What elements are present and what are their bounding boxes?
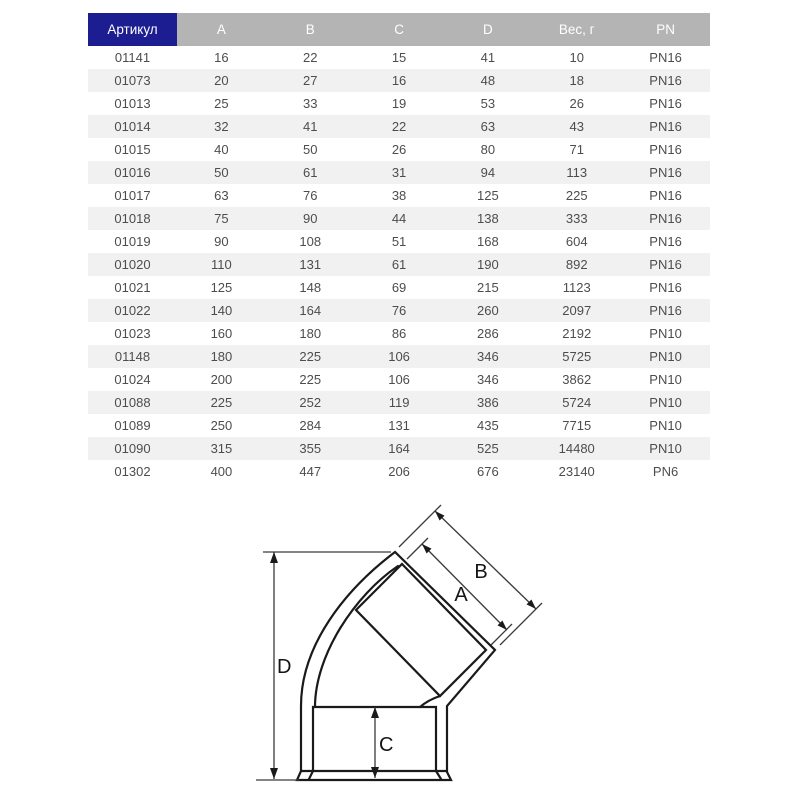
table-row xyxy=(88,391,710,414)
table-cell: PN10 xyxy=(649,441,682,456)
table-cell: 131 xyxy=(299,257,322,272)
table-cell: 53 xyxy=(480,96,496,111)
arrow-d-down xyxy=(270,768,278,779)
table-row xyxy=(88,437,710,460)
table-cell: PN10 xyxy=(649,395,682,410)
table-cell: 01302 xyxy=(114,464,151,479)
table-row xyxy=(88,138,710,161)
table-row xyxy=(88,414,710,437)
table-cell: 190 xyxy=(477,257,499,272)
table-cell: 63 xyxy=(214,188,229,203)
table-cell: 106 xyxy=(388,349,410,364)
dimension-label-b: B xyxy=(474,561,488,583)
table-cell: 284 xyxy=(299,418,322,433)
dim-b-line xyxy=(435,511,536,609)
table-cell: 225 xyxy=(565,188,588,203)
dimension-b xyxy=(399,505,542,645)
table-cell: 01021 xyxy=(114,280,151,295)
table-cell: 140 xyxy=(210,303,233,318)
table-row xyxy=(88,322,710,345)
table-cell: 43 xyxy=(569,119,584,134)
table-cell: 41 xyxy=(480,50,496,65)
table-cell: 525 xyxy=(477,441,499,456)
table-cell: 138 xyxy=(477,211,499,226)
table-cell: 225 xyxy=(299,349,322,364)
table-cell: 50 xyxy=(303,142,318,157)
table-cell: 90 xyxy=(303,211,318,226)
table-cell: 164 xyxy=(299,303,322,318)
table-cell: 63 xyxy=(480,119,496,134)
dimension-label-a: A xyxy=(454,584,468,606)
table-cell: 20 xyxy=(214,73,229,88)
table-cell: PN16 xyxy=(649,119,682,134)
table-row xyxy=(88,92,710,115)
column-header-c: C xyxy=(355,13,444,46)
table-cell: PN16 xyxy=(649,165,682,180)
table-cell: 260 xyxy=(477,303,499,318)
table-row xyxy=(88,276,710,299)
table-cell: 01148 xyxy=(114,349,151,364)
table-cell: 160 xyxy=(210,326,233,341)
table-cell: 286 xyxy=(477,326,499,341)
table-cell: 2192 xyxy=(562,326,592,341)
table-cell: 01018 xyxy=(114,211,151,226)
table-body xyxy=(88,46,710,483)
arrow-c-down xyxy=(371,767,379,778)
table-cell: PN16 xyxy=(649,142,682,157)
inner-bore-curve-right xyxy=(420,696,440,707)
table-cell: 333 xyxy=(565,211,588,226)
table-row xyxy=(88,161,710,184)
table-row xyxy=(88,184,710,207)
table-cell: PN16 xyxy=(649,96,682,111)
table-cell: 01014 xyxy=(114,119,151,134)
table-cell: 01015 xyxy=(114,142,151,157)
table-cell: 01088 xyxy=(114,395,151,410)
dim-b-ext-lower xyxy=(500,603,542,645)
table-cell: 225 xyxy=(210,395,233,410)
table-cell: 16 xyxy=(391,73,407,88)
table-cell: 604 xyxy=(565,234,588,249)
arrow-d-up xyxy=(270,552,278,563)
table-cell: 131 xyxy=(388,418,410,433)
table-cell: 22 xyxy=(303,50,318,65)
table-cell: 26 xyxy=(391,142,407,157)
table-cell: PN10 xyxy=(649,418,682,433)
table-cell: 38 xyxy=(391,188,407,203)
table-row xyxy=(88,253,710,276)
table-cell: 01023 xyxy=(114,326,151,341)
table-cell: 32 xyxy=(214,119,229,134)
table-cell: PN16 xyxy=(649,188,682,203)
table-cell: PN16 xyxy=(649,50,682,65)
table-cell: 180 xyxy=(210,349,233,364)
table-cell: 346 xyxy=(477,349,499,364)
table-cell: PN6 xyxy=(652,464,679,479)
column-header-weight: Вес, г xyxy=(532,13,621,46)
table-cell: 76 xyxy=(391,303,407,318)
table-cell: 164 xyxy=(388,441,410,456)
table-row xyxy=(88,69,710,92)
table-cell: 2097 xyxy=(562,303,592,318)
table-cell: 22 xyxy=(391,119,407,134)
table-cell: 01017 xyxy=(114,188,151,203)
table-cell: 14480 xyxy=(558,441,595,456)
table-cell: 01024 xyxy=(114,372,151,387)
table-cell: 148 xyxy=(299,280,322,295)
table-header-row xyxy=(88,13,710,46)
table-cell: 108 xyxy=(299,234,322,249)
table-cell: 33 xyxy=(303,96,318,111)
table-cell: 27 xyxy=(303,73,318,88)
table-cell: 3862 xyxy=(562,372,592,387)
table-row xyxy=(88,345,710,368)
table-cell: 435 xyxy=(477,418,499,433)
table-cell: 18 xyxy=(569,73,584,88)
table-cell: 75 xyxy=(214,211,229,226)
table-cell: PN10 xyxy=(649,326,682,341)
table-cell: 61 xyxy=(303,165,318,180)
table-cell: 180 xyxy=(299,326,322,341)
table-cell: PN16 xyxy=(649,211,682,226)
table-cell: 315 xyxy=(210,441,233,456)
table-cell: 26 xyxy=(569,96,584,111)
table-cell: 01089 xyxy=(114,418,151,433)
table-cell: 346 xyxy=(477,372,499,387)
table-cell: 90 xyxy=(214,234,229,249)
table-cell: 86 xyxy=(391,326,407,341)
table-cell: 50 xyxy=(214,165,229,180)
table-cell: PN16 xyxy=(649,303,682,318)
table-cell: 386 xyxy=(477,395,499,410)
arrow-c-up xyxy=(371,707,379,718)
table-cell: 71 xyxy=(569,142,584,157)
column-header-pn: PN xyxy=(621,13,710,46)
table-cell: 892 xyxy=(565,257,588,272)
table-cell: 69 xyxy=(391,280,407,295)
table-cell: 01073 xyxy=(114,73,151,88)
column-header-article: Артикул xyxy=(88,13,177,46)
table-cell: 200 xyxy=(210,372,233,387)
table-cell: 125 xyxy=(210,280,233,295)
table-cell: 7715 xyxy=(562,418,592,433)
table-cell: 01020 xyxy=(114,257,151,272)
table-row xyxy=(88,230,710,253)
table-cell: 5725 xyxy=(562,349,592,364)
table-cell: 447 xyxy=(299,464,322,479)
table-cell: 252 xyxy=(299,395,322,410)
table-row xyxy=(88,207,710,230)
table-cell: 215 xyxy=(477,280,499,295)
table-cell: 15 xyxy=(391,50,407,65)
dimension-lines xyxy=(256,505,542,780)
column-header-b: B xyxy=(266,13,355,46)
table-cell: 76 xyxy=(303,188,318,203)
table-cell: 31 xyxy=(391,165,407,180)
table-cell: 206 xyxy=(388,464,410,479)
table-cell: 250 xyxy=(210,418,233,433)
table-cell: PN16 xyxy=(649,234,682,249)
table-cell: 676 xyxy=(477,464,499,479)
table-cell: 125 xyxy=(477,188,499,203)
table-cell: 10 xyxy=(569,50,584,65)
bottom-socket-lip-right xyxy=(436,771,441,779)
table-cell: 44 xyxy=(391,211,407,226)
table-cell: 225 xyxy=(299,372,322,387)
dimension-label-c: C xyxy=(379,734,394,756)
column-header-a: A xyxy=(177,13,266,46)
table-cell: 16 xyxy=(214,50,229,65)
dim-b-ext-upper xyxy=(399,505,441,547)
table-cell: 94 xyxy=(480,165,496,180)
table-cell: PN10 xyxy=(649,349,682,364)
table-row xyxy=(88,460,710,483)
table-cell: PN16 xyxy=(649,73,682,88)
table-cell: PN10 xyxy=(649,372,682,387)
table-row xyxy=(88,368,710,391)
table-cell: 23140 xyxy=(558,464,595,479)
table-cell: 01019 xyxy=(114,234,151,249)
table-cell: 355 xyxy=(299,441,322,456)
bottom-socket-lip-left xyxy=(309,771,313,779)
table-cell: 110 xyxy=(211,257,232,272)
table-cell: 51 xyxy=(391,234,407,249)
table-cell: 40 xyxy=(214,142,229,157)
table-row xyxy=(88,115,710,138)
column-header-d: D xyxy=(443,13,532,46)
table-cell: 168 xyxy=(477,234,499,249)
table-row xyxy=(88,46,710,69)
table-cell: 01013 xyxy=(114,96,151,111)
table-cell: 5724 xyxy=(562,395,592,410)
table-cell: 113 xyxy=(566,165,588,180)
dimension-label-d: D xyxy=(277,656,292,678)
table-cell: 106 xyxy=(388,372,410,387)
table-cell: 400 xyxy=(210,464,233,479)
table-cell: 1123 xyxy=(562,280,591,295)
table-cell: 119 xyxy=(388,395,410,410)
table-cell: 01016 xyxy=(114,165,151,180)
table-cell: 01022 xyxy=(114,303,151,318)
spec-table xyxy=(88,13,710,483)
elbow-fitting-diagram xyxy=(248,492,564,796)
table-cell: 25 xyxy=(214,96,229,111)
table-cell: PN16 xyxy=(649,280,682,295)
dimension-arrowheads xyxy=(270,511,536,779)
table-cell: 19 xyxy=(391,96,407,111)
table-cell: 61 xyxy=(391,257,407,272)
table-cell: 48 xyxy=(480,73,496,88)
table-cell: 01141 xyxy=(114,50,151,65)
table-cell: 01090 xyxy=(114,441,151,456)
table-cell: 80 xyxy=(480,142,496,157)
table-row xyxy=(88,299,710,322)
table-cell: 41 xyxy=(303,119,318,134)
table-cell: PN16 xyxy=(649,257,682,272)
